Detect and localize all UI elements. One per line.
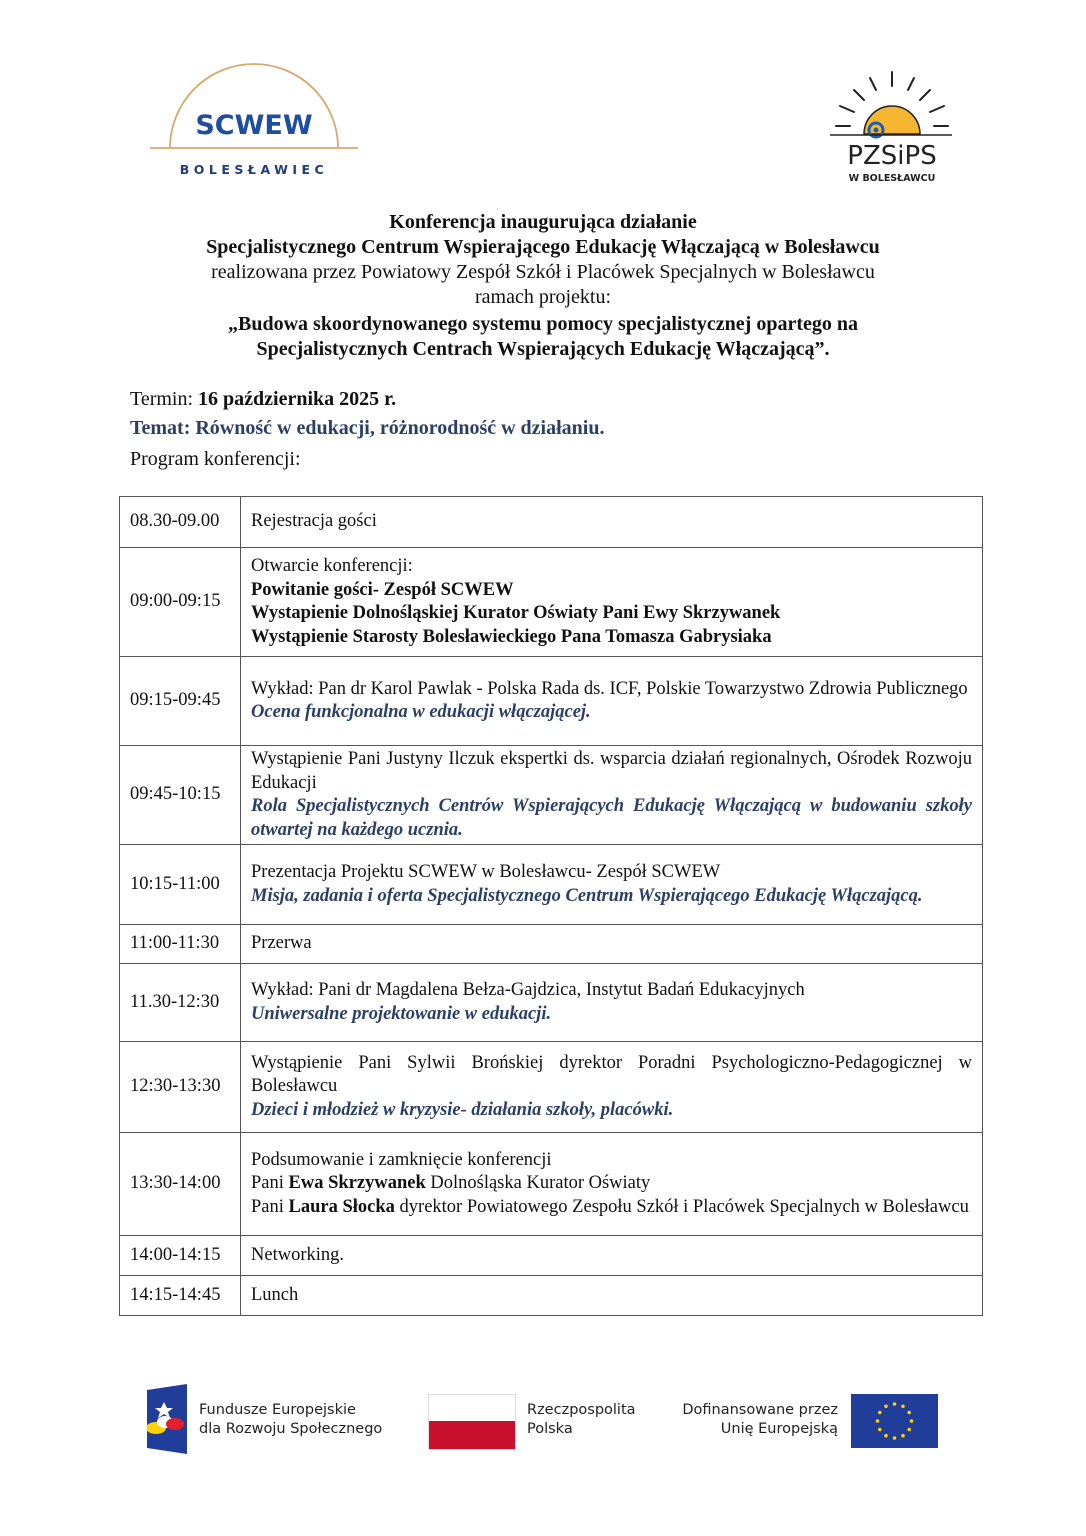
eu-star-icon [878,1428,882,1432]
description-cell [241,497,983,548]
eu-star-icon [876,1419,880,1423]
eu-star-icon [878,1411,882,1415]
description-cell [241,964,983,1042]
closing-speaker: Pani Laura Słocka dyrektor Powiatowego Zespołu Szkół i Placówek Specjalnych w Bolesławcu [251,1196,969,1217]
program-label: Program konferencji: [130,448,301,470]
agenda-item: Powitanie gości- Zespół SCWEW [251,579,514,600]
date-value: 16 października 2025 r. [198,388,397,410]
speaker-info: Wystąpienie Pani Justyny Ilczuk ekspertki ds. wsparcia działań regionalnych, Ośrodek Rozwoju Edukacji [251,749,972,793]
eu-star-icon [884,1434,888,1438]
polish-flag-icon [428,1394,516,1450]
scwew-wordmark: SCWEW [195,110,313,141]
time-cell: 09:45-10:15 [120,746,241,845]
fe-logo-icon [147,1384,189,1454]
schedule-table [119,496,983,1316]
scwew-arc-icon [148,62,360,182]
eu-star-icon [893,1436,897,1440]
scwew-subtitle: BOLESŁAWIEC [179,162,329,177]
time-cell: 11:00-11:30 [120,925,241,964]
description-cell [241,1276,983,1316]
pzsips-wordmark: PZSiPS [847,141,937,171]
sun-icon [826,68,956,188]
agenda-item: Podsumowanie i zamknięcie konferencji [251,1149,552,1170]
table-row [120,845,983,925]
talk-topic: Misja, zadania i oferta Specjalistycznego Centrum Wspierającego Edukację Włączającą. [251,885,923,906]
table-row [120,1133,983,1236]
time-cell: 11.30-12:30 [120,964,241,1042]
closing-speaker: Pani Ewa Skrzywanek Dolnośląska Kurator Oświaty [251,1173,651,1194]
organizer-line: realizowana przez Powiatowy Zespół Szkół i Placówek Specjalnych w Bolesławcu [211,261,875,283]
pzsips-logo [826,68,956,188]
talk-topic: Dzieci i młodzież w kryzysie- działania szkoły, placówki. [251,1099,674,1120]
time-cell: 09:15-09:45 [120,657,241,746]
agenda-item: Networking. [251,1244,344,1265]
speaker-name: Ewa Skrzywanek [288,1173,426,1194]
talk-topic: Rola Specjalistycznych Centrów Wspierających Edukację Włączającą w budowaniu szkoły otwartej na każdego ucznia. [251,796,972,840]
scwew-logo [148,62,360,182]
agenda-item: Wystąpienie Starosty Bolesławieckiego Pana Tomasza Gabrysiaka [251,626,772,647]
project-intro: ramach projektu: [474,286,612,308]
time-cell: 10:15-11:00 [120,845,241,925]
eu-label: Dofinansowane przez Unię Europejską [682,1402,838,1437]
conference-title: Konferencja inaugurująca działanie [389,211,697,233]
agenda-item: Przerwa [251,933,312,954]
description-cell [241,1236,983,1276]
time-cell: 08.30-09.00 [120,497,241,548]
description-cell [241,746,983,845]
eu-star-icon [893,1402,897,1406]
eu-star-icon [907,1411,911,1415]
project-title-line1: „Budowa skoordynowanego systemu pomocy specjalistycznej opartego na [228,313,858,335]
description-cell [241,548,983,657]
time-cell: 13:30-14:00 [120,1133,241,1236]
table-row [120,1276,983,1316]
eu-star-icon [884,1404,888,1408]
table-row [120,1042,983,1133]
speaker-name: Laura Słocka [288,1196,395,1217]
agenda-item: Otwarcie konferencji: [251,556,413,576]
agenda-item: Rejestracja gości [251,511,377,532]
eu-star-icon [901,1404,905,1408]
agenda-item: Wystapienie Dolnośląskiej Kurator Oświaty Pani Ewy Skrzywanek [251,603,781,623]
table-row [120,497,983,548]
date-label: Termin: [130,388,199,410]
table-row [120,925,983,964]
table-row [120,746,983,845]
table-row [120,548,983,657]
project-title-line2: Specjalistycznych Centrach Wspierających Edukację Włączającą”. [256,338,830,360]
description-cell [241,657,983,746]
description-cell [241,925,983,964]
talk-topic: Ocena funkcjonalna w edukacji włączającej. [251,702,591,722]
eu-star-icon [907,1428,911,1432]
pzsips-subtitle: W BOLESŁAWCU [848,173,936,184]
speaker-info: Prezentacja Projektu SCWEW w Bolesławcu- Zespół SCWEW [251,862,721,882]
time-cell: 14:00-14:15 [120,1236,241,1276]
table-row [120,1236,983,1276]
table-row [120,964,983,1042]
speaker-info: Wystąpienie Pani Sylwii Brońskiej dyrektor Poradni Psychologiczno-Pedagogicznej w Bolesławcu [251,1052,972,1097]
eu-star-icon [910,1419,914,1423]
time-cell: 09:00-09:15 [120,548,241,657]
rp-label: Rzeczpospolita Polska [527,1402,636,1437]
speaker-info: Wykład: Pan dr Karol Pawlak - Polska Rada ds. ICF, Polskie Towarzystwo Zdrowia Publicznego [251,678,968,699]
time-cell: 14:15-14:45 [120,1276,241,1316]
speaker-info: Wykład: Pani dr Magdalena Bełza-Gajdzica, Instytut Badań Edukacyjnych [251,980,805,1000]
talk-topic: Uniwersalne projektowanie w edukacji. [251,1003,552,1024]
fe-label: Fundusze Europejskie dla Rozwoju Społecznego [199,1402,383,1437]
agenda-item: Lunch [251,1284,299,1305]
description-cell [241,1133,983,1236]
eu-flag-icon [851,1394,938,1448]
description-cell [241,1042,983,1133]
date-line [130,386,396,412]
eu-star-icon [901,1434,905,1438]
table-row [120,657,983,746]
time-cell: 12:30-13:30 [120,1042,241,1133]
center-name: Specjalistycznego Centrum Wspierającego Edukację Włączającą w Bolesławcu [206,236,880,258]
theme-line: Temat: Równość w edukacji, różnorodność w działaniu. [130,417,605,439]
description-cell [241,845,983,925]
